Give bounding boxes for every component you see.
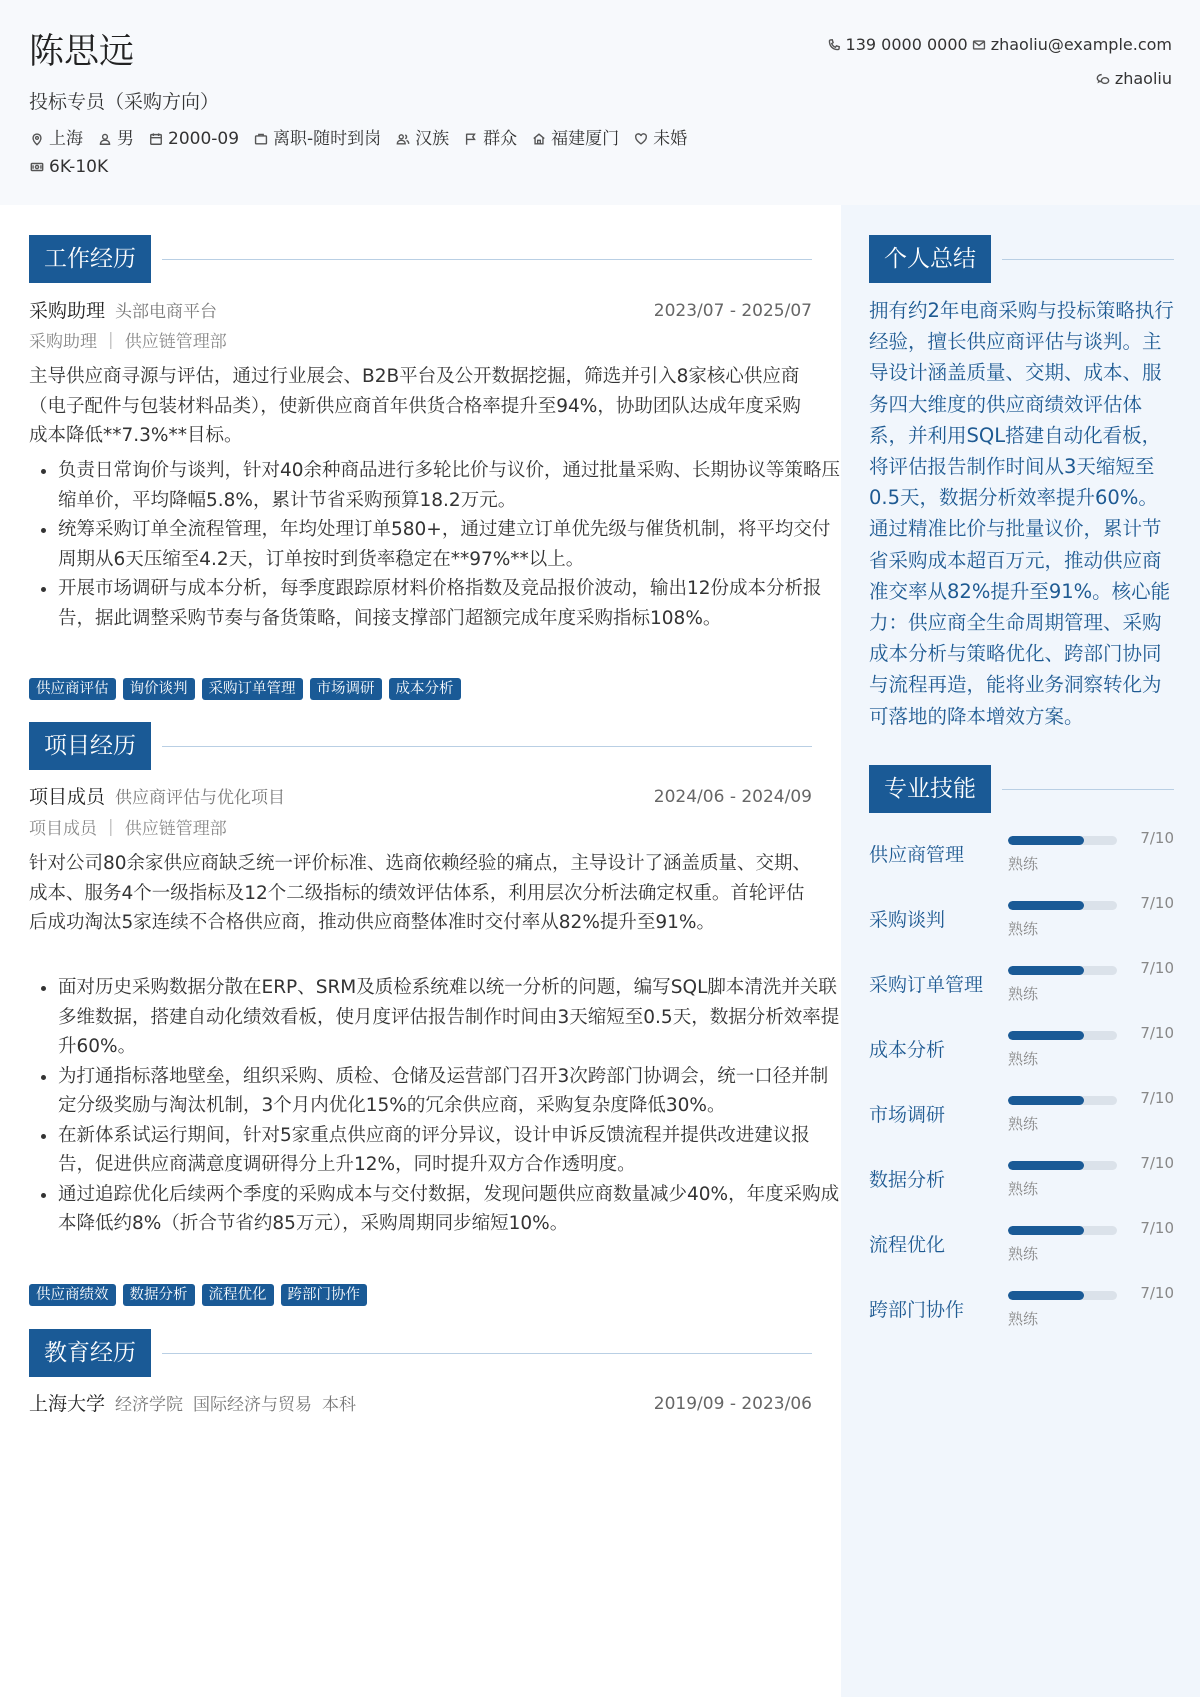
skill-name: 跨部门协作: [869, 1299, 965, 1321]
project-name: 供应商评估与优化项目: [115, 788, 286, 808]
project-dates: 2024/06 - 2024/09: [653, 787, 812, 807]
skill-score: 7/10: [1140, 1024, 1174, 1042]
project-entry-header: [29, 783, 812, 811]
work-role: 采购助理: [29, 300, 106, 322]
info-text: 上海: [49, 129, 83, 149]
skill-level: 熟练: [1008, 855, 1039, 873]
skill-bar: [1008, 1291, 1117, 1300]
skill-level: 熟练: [1008, 1050, 1039, 1068]
skill-tag: 采购订单管理: [202, 678, 303, 700]
wechat-icon: [1096, 72, 1111, 87]
list-item: • 在新体系试运行期间，针对5家重点供应商的评分异议，设计申诉反馈流程并提供改进建议报告，促进供应商满意度调研得分上升12%，同时提升双方合作透明度。: [58, 1121, 841, 1180]
skill-bar-fill: [1008, 1226, 1084, 1235]
list-item: • 负责日常询价与谈判，针对40余种商品进行多轮比价与议价，通过批量采购、长期协议等策略压缩单价，平均降幅5.8%，累计节省采购预算18.2万元。: [58, 456, 841, 515]
summary-text: 拥有约2年电商采购与投标策略执行经验，擅长供应商评估与谈判。主导设计涵盖质量、交期、成本、服务四大维度的供应商绩效评估体系，并利用SQL搭建自动化看板，将评估报告制作时间从3天缩短至0.5天，数据分析效率提升60%。通过精准比价与批量议价，累计节省采购成本超百万元，推动供应商准交率从82%提升至91%。核心能力：供应商全生命周期管理、采购成本分析与策略优化、跨部门协同与流程再造，能将业务洞察转化为可落地的降本增效方案。: [869, 299, 1174, 728]
work-dates: 2023/07 - 2025/07: [653, 301, 812, 321]
info-birth: [148, 127, 239, 151]
info-salary: [29, 155, 108, 179]
skill-score: 7/10: [1140, 1219, 1174, 1237]
section-divider: [162, 746, 812, 747]
skill-score: 7/10: [1140, 1154, 1174, 1172]
skill-name: 市场调研: [869, 1104, 946, 1126]
project-tags: [29, 1284, 367, 1306]
skill-name: 流程优化: [869, 1234, 946, 1256]
work-entry-header: [29, 297, 812, 325]
money-icon: [29, 160, 44, 175]
list-item: • 统筹采购订单全流程管理，年均处理订单580+，通过建立订单优先级与催货机制，将平均交付周期从6天压缩至4.2天，订单按时到货率稳定在**97%**以上。: [58, 515, 841, 574]
phone-icon: [827, 38, 842, 53]
resume-header: [0, 0, 1200, 205]
work-achievements: [29, 456, 841, 633]
work-tags: [29, 678, 461, 700]
skill-item: [869, 1023, 1174, 1079]
education-dates: 2019/09 - 2023/06: [653, 1394, 812, 1414]
skill-bar-fill: [1008, 901, 1084, 910]
skill-bar-fill: [1008, 966, 1084, 975]
info-text: 离职-随时到岗: [273, 129, 382, 149]
people-icon: [395, 132, 410, 147]
skill-level: 熟练: [1008, 1115, 1039, 1133]
skill-score: 7/10: [1140, 894, 1174, 912]
skill-tag: 询价谈判: [123, 678, 195, 700]
location-icon: [29, 132, 44, 147]
section-divider: [1002, 789, 1174, 790]
work-department: 采购助理 ｜ 供应链管理部: [29, 332, 227, 352]
skill-bar: [1008, 1096, 1117, 1105]
skill-level: 熟练: [1008, 1180, 1039, 1198]
skill-bar: [1008, 1226, 1117, 1235]
degree: 本科: [322, 1395, 357, 1415]
skill-bar-fill: [1008, 836, 1084, 845]
major-name: 国际经济与贸易: [193, 1395, 313, 1415]
skill-tag: 市场调研: [310, 678, 382, 700]
section-education: [29, 1329, 812, 1377]
salary-row: [29, 155, 108, 179]
list-item: • 开展市场调研与成本分析，每季度跟踪原材料价格指数及竞品报价波动，输出12份成本分析报告，据此调整采购节奏与备货策略，间接支撑部门超额完成年度采购指标108%。: [58, 574, 841, 633]
skill-level: 熟练: [1008, 1245, 1039, 1263]
info-text: 福建厦门: [551, 129, 620, 149]
skill-item: [869, 1088, 1174, 1144]
skill-tag: 供应商绩效: [29, 1284, 116, 1306]
section-skills: [869, 765, 1174, 813]
info-political: [463, 127, 517, 151]
skill-bar: [1008, 901, 1117, 910]
calendar-icon: [148, 132, 163, 147]
heart-icon: [633, 132, 648, 147]
info-ethnicity: [395, 127, 449, 151]
briefcase-icon: [253, 132, 268, 147]
gender-icon: [97, 132, 112, 147]
skill-tag: 成本分析: [389, 678, 461, 700]
skill-tag: 跨部门协作: [281, 1284, 368, 1306]
skill-name: 成本分析: [869, 1039, 946, 1061]
info-location: [29, 127, 83, 151]
section-title: 个人总结: [869, 235, 991, 283]
skill-name: 采购谈判: [869, 909, 946, 931]
home-icon: [531, 132, 546, 147]
section-title: 教育经历: [29, 1329, 151, 1377]
info-text: 6K-10K: [49, 157, 109, 177]
skill-score: 7/10: [1140, 829, 1174, 847]
skill-item: [869, 1153, 1174, 1209]
flag-icon: [463, 132, 478, 147]
mail-icon: [972, 38, 987, 53]
skill-item: [869, 828, 1174, 884]
section-title: 专业技能: [869, 765, 991, 813]
info-text: 男: [117, 129, 134, 149]
section-title: 工作经历: [29, 235, 151, 283]
contact-row: [827, 33, 1172, 57]
skill-name: 数据分析: [869, 1169, 946, 1191]
work-description: 主导供应商寻源与评估，通过行业展会、B2B平台及公开数据挖掘，筛选并引入8家核心供应商（电子配件与包装材料品类），使新供应商首年供货合格率提升至94%，协助团队达成年度采购成本降低**7.3%**目标。: [29, 366, 801, 446]
info-text: 2000-09: [168, 129, 240, 149]
personal-info-row: [29, 127, 687, 151]
skill-score: 7/10: [1140, 1284, 1174, 1302]
list-item: • 面对历史采购数据分散在ERP、SRM及质检系统难以统一分析的问题，编写SQL脚本清洗并关联多维数据，搭建自动化绩效看板，使月度评估报告制作时间由3天缩短至0.5天，数据分析效率提升60%。: [58, 973, 841, 1062]
section-project-experience: [29, 722, 812, 770]
skill-name: 供应商管理: [869, 844, 965, 866]
skill-level: 熟练: [1008, 985, 1039, 1003]
skill-item: [869, 1218, 1174, 1274]
school-name: 上海大学: [29, 1393, 106, 1415]
skill-name: 采购订单管理: [869, 974, 984, 996]
email-address[interactable]: zhaoliu@example.com: [990, 35, 1172, 54]
info-text: 群众: [483, 129, 518, 149]
skill-bar: [1008, 1031, 1117, 1040]
skill-bar: [1008, 966, 1117, 975]
info-status: [253, 127, 381, 151]
project-department: 项目成员 ｜ 供应链管理部: [29, 819, 227, 839]
skill-bar: [1008, 836, 1117, 845]
skill-tag: 流程优化: [202, 1284, 274, 1306]
job-objective: 投标专员（采购方向）: [29, 91, 220, 113]
college-name: 经济学院: [115, 1395, 184, 1415]
skill-score: 7/10: [1140, 959, 1174, 977]
skill-bar-fill: [1008, 1161, 1084, 1170]
skill-item: [869, 893, 1174, 949]
project-description: 针对公司80余家供应商缺乏统一评价标准、选商依赖经验的痛点，主导设计了涵盖质量、交期、成本、服务4个一级指标及12个二级指标的绩效评估体系，利用层次分析法确定权重。首轮评估后成功淘汰5家连续不合格供应商，推动供应商整体准时交付率从82%提升至91%。: [29, 853, 812, 933]
skill-level: 熟练: [1008, 920, 1039, 938]
section-divider: [1002, 259, 1174, 260]
skill-item: [869, 958, 1174, 1014]
skill-tag: 数据分析: [123, 1284, 195, 1306]
section-divider: [162, 1353, 812, 1354]
section-divider: [162, 259, 812, 260]
wechat-id[interactable]: zhaoliu: [1114, 69, 1172, 88]
skill-bar: [1008, 1161, 1117, 1170]
skill-item: [869, 1283, 1174, 1339]
skill-bar-fill: [1008, 1096, 1084, 1105]
education-entry: [29, 1390, 812, 1418]
info-text: 汉族: [415, 129, 450, 149]
info-marital: [633, 127, 687, 151]
skill-bar-fill: [1008, 1291, 1084, 1300]
info-text: 未婚: [653, 129, 688, 149]
wechat-row: [1096, 67, 1172, 91]
list-item: • 为打通指标落地壁垒，组织采购、质检、仓储及运营部门召开3次跨部门协调会，统一口径并制定分级奖励与淘汰机制，3个月内优化15%的冗余供应商，采购复杂度降低30%。: [58, 1062, 841, 1121]
info-hometown: [531, 127, 619, 151]
skill-bar-fill: [1008, 1031, 1084, 1040]
skill-tag: 供应商评估: [29, 678, 116, 700]
work-company: 头部电商平台: [115, 302, 218, 322]
section-summary: [869, 235, 1174, 283]
info-gender: [97, 127, 134, 151]
skill-level: 熟练: [1008, 1310, 1039, 1328]
list-item: • 通过追踪优化后续两个季度的采购成本与交付数据，发现问题供应商数量减少40%，年度采购成本降低约8%（折合节省约85万元），采购周期同步缩短10%。: [58, 1180, 841, 1239]
phone-number[interactable]: 139 0000 0000: [845, 35, 968, 54]
section-work-experience: [29, 235, 812, 283]
skill-score: 7/10: [1140, 1089, 1174, 1107]
project-achievements: [29, 973, 841, 1239]
candidate-name: 陈思远: [29, 32, 135, 72]
section-title: 项目经历: [29, 722, 151, 770]
project-role: 项目成员: [29, 786, 106, 808]
